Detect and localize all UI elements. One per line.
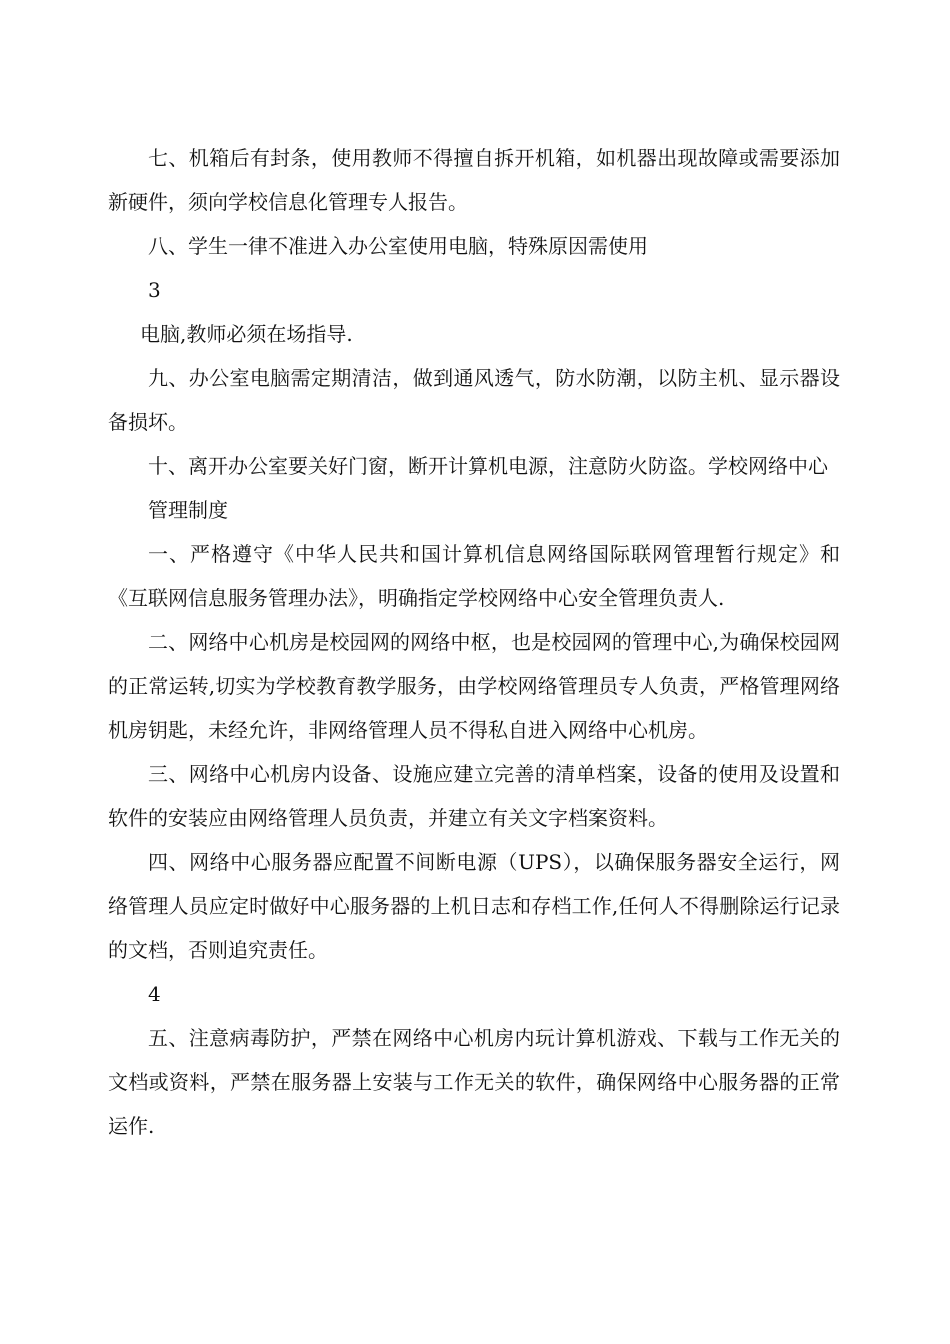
paragraph-rule-2: 二、网络中心机房是校园网的网络中枢，也是校园网的管理中心,为确保校园网的正常运转,切实为学校教育教学服务，由学校网络管理员专人负责，严格管理网络机房钥匙，未经允许，非网络管理人员不得私自进入网络中心机房。 (108, 630, 840, 742)
paragraph-item-8-continued: 电脑,教师必须在场指导. (140, 322, 353, 346)
paragraph-rule-4: 四、网络中心服务器应配置不间断电源（UPS），以确保服务器安全运行，网络管理人员应定时做好中心服务器的上机日志和存档工作,任何人不得删除运行记录的文档，否则追究责任。 (108, 850, 840, 962)
paragraph-rule-1: 一、严格遵守《中华人民共和国计算机信息网络国际联网管理暂行规定》和《互联网信息服务管理办法》，明确指定学校网络中心安全管理负责人. (108, 542, 840, 610)
paragraph-rule-5: 五、注意病毒防护，严禁在网络中心机房内玩计算机游戏、下载与工作无关的文档或资料，严禁在服务器上安装与工作无关的软件，确保网络中心服务器的正常运作. (108, 1026, 840, 1138)
paragraph-item-7: 七、机箱后有封条，使用教师不得擅自拆开机箱，如机器出现故障或需要添加新硬件，须向学校信息化管理专人报告。 (108, 146, 840, 214)
paragraph-item-8: 八、学生一律不准进入办公室使用电脑，特殊原因需使用 (148, 234, 648, 258)
paragraph-item-10: 十、离开办公室要关好门窗，断开计算机电源，注意防火防盗。学校网络中心 (148, 454, 828, 478)
paragraph-item-9: 九、办公室电脑需定期清洁，做到通风透气，防水防潮，以防主机、显示器设备损坏。 (108, 366, 840, 434)
page-number-3: 3 (148, 278, 161, 302)
section-heading: 管理制度 (148, 498, 228, 522)
page-number-4: 4 (148, 982, 161, 1006)
paragraph-rule-3: 三、网络中心机房内设备、设施应建立完善的清单档案，设备的使用及设置和软件的安装应由网络管理人员负责，并建立有关文字档案资料。 (108, 762, 840, 830)
document-body (108, 136, 840, 1148)
